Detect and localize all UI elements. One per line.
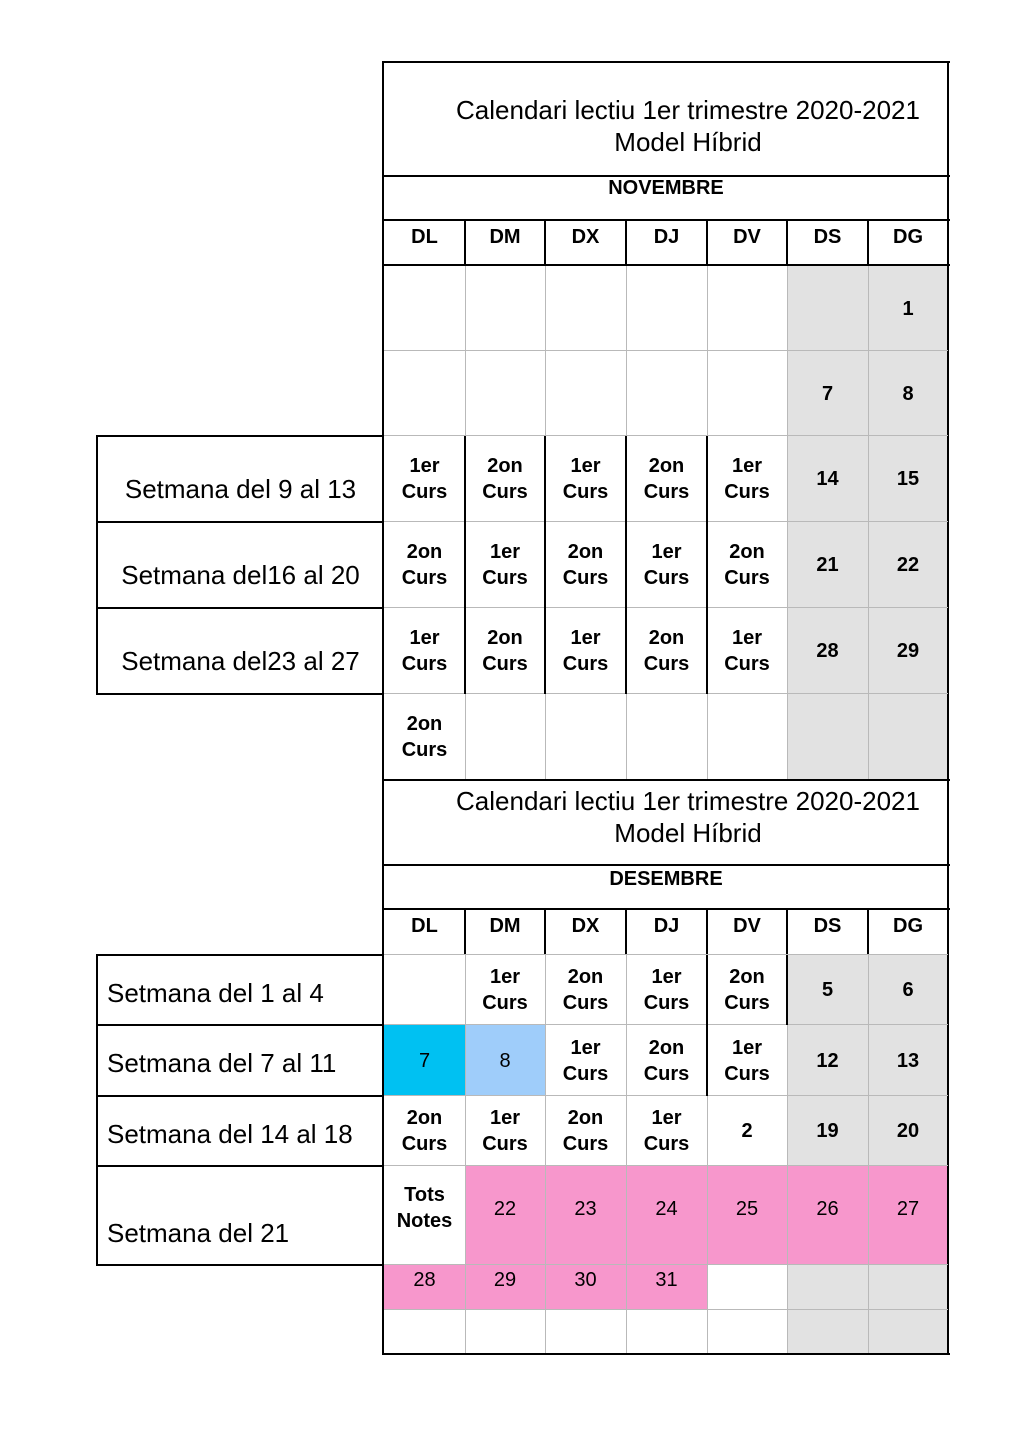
- day-cell: 2on Curs: [401, 713, 448, 761]
- day-cell: 14: [816, 468, 839, 490]
- day-header-dg: DG: [893, 915, 923, 937]
- grid-line: [382, 219, 950, 221]
- grid-line: [382, 61, 950, 63]
- grid-line: [544, 221, 546, 266]
- grid-line: [384, 350, 948, 351]
- grid-line: [382, 264, 950, 266]
- day-cell: 1er Curs: [401, 627, 448, 675]
- day-header-dv: DV: [733, 226, 761, 248]
- grid-line: [384, 1095, 948, 1096]
- grid-line: [868, 266, 869, 780]
- day-cell: 1er Curs: [724, 455, 770, 503]
- day-header-dj: DJ: [653, 915, 680, 937]
- day-cell: 2on Curs: [562, 541, 609, 589]
- grid-line: [96, 607, 384, 609]
- day-cell: 2on Curs: [401, 1107, 448, 1155]
- november-title: [384, 94, 948, 158]
- day-cell: 2on Curs: [724, 541, 770, 589]
- day-cell: 15: [896, 468, 920, 490]
- grid-line: [706, 910, 708, 955]
- grid-line: [706, 221, 708, 266]
- day-cell: 6: [902, 979, 914, 1001]
- day-cell: 2: [741, 1120, 753, 1142]
- grid-line: [545, 955, 546, 1353]
- grid-line: [382, 908, 950, 910]
- grid-line: [96, 435, 384, 437]
- day-cell: 27: [896, 1197, 920, 1220]
- day-cell: 19: [816, 1120, 839, 1142]
- day-cell: 1er Curs: [482, 1107, 528, 1155]
- day-cell: 24: [655, 1197, 678, 1220]
- grid-line: [382, 175, 950, 177]
- day-cell: 1er Curs: [562, 455, 609, 503]
- day-cell: 22: [896, 554, 920, 576]
- grid-line: [464, 436, 466, 694]
- grid-line: [464, 910, 466, 955]
- grid-line: [626, 955, 627, 1353]
- day-cell: 1er Curs: [482, 966, 528, 1014]
- day-cell: 2on Curs: [562, 1107, 609, 1155]
- day-cell: 1: [902, 297, 914, 320]
- week-label: Setmana del23 al 27: [121, 646, 360, 676]
- day-cell: 8: [499, 1049, 511, 1072]
- day-cell: 1er Curs: [401, 455, 448, 503]
- title-line1: Calendari lectiu 1er trimestre 2020-2021: [456, 95, 920, 125]
- day-header-dl: DL: [411, 226, 438, 248]
- grid-line: [625, 910, 627, 955]
- grid-line: [96, 1165, 384, 1167]
- day-cell: 2on Curs: [401, 541, 448, 589]
- day-cell: Tots Notes: [396, 1184, 453, 1232]
- grid-line: [384, 521, 948, 522]
- day-cell: 20: [896, 1120, 920, 1142]
- day-cell: 1er Curs: [643, 966, 690, 1014]
- grid-line: [96, 521, 384, 523]
- day-header-ds: DS: [813, 226, 842, 248]
- grid-line: [867, 910, 869, 955]
- grid-line: [867, 221, 869, 266]
- grid-line: [96, 954, 98, 1266]
- grid-line: [706, 955, 708, 1096]
- day-cell: 5: [821, 979, 834, 1001]
- day-header-ds: DS: [813, 915, 842, 937]
- grid-line: [384, 1024, 948, 1025]
- grid-line: [384, 693, 948, 694]
- grid-line: [706, 436, 708, 694]
- day-cell: 12: [816, 1049, 839, 1072]
- week-label: Setmana del 21: [107, 1218, 290, 1248]
- day-cell: 2on Curs: [724, 966, 770, 1014]
- day-cell: 7: [418, 1049, 431, 1072]
- day-cell: 2on Curs: [482, 627, 528, 675]
- grid-line: [382, 864, 950, 866]
- month-name: NOVEMBRE: [608, 177, 724, 199]
- day-header-dm: DM: [489, 915, 521, 937]
- title-line2: Model Híbrid: [614, 127, 762, 157]
- day-cell: 1er Curs: [643, 1107, 690, 1155]
- day-header-dv: DV: [733, 915, 761, 937]
- grid-line: [787, 266, 788, 780]
- grid-line: [465, 955, 466, 1353]
- grid-line: [384, 1309, 948, 1310]
- week-label: Setmana del 7 al 11: [107, 1048, 337, 1078]
- day-cell: 29: [896, 640, 920, 662]
- day-header-dx: DX: [571, 915, 600, 937]
- day-cell: 2on Curs: [643, 455, 690, 503]
- title-line1: Calendari lectiu 1er trimestre 2020-2021: [456, 786, 920, 816]
- week-label: Setmana del 14 al 18: [107, 1118, 353, 1149]
- day-cell: 8: [902, 382, 914, 405]
- grid-line: [625, 221, 627, 266]
- grid-line: [96, 1024, 384, 1026]
- day-cell: 30: [574, 1269, 597, 1291]
- grid-line: [786, 910, 788, 955]
- grid-line: [868, 955, 869, 1353]
- grid-line: [384, 435, 948, 436]
- day-header-dg: DG: [893, 226, 923, 248]
- day-cell: 2on Curs: [562, 966, 609, 1014]
- day-cell: 23: [574, 1197, 597, 1220]
- week-label: Setmana del 9 al 13: [124, 474, 357, 504]
- week-label: Setmana del16 al 20: [121, 560, 360, 590]
- grid-line: [786, 955, 788, 1025]
- day-cell: 1er Curs: [562, 627, 609, 675]
- grid-line: [625, 436, 627, 694]
- grid-line: [384, 954, 948, 955]
- day-cell: 7: [821, 382, 834, 405]
- grid-line: [382, 779, 950, 781]
- grid-line: [96, 954, 384, 956]
- day-cell: 22: [493, 1197, 517, 1220]
- day-header-dx: DX: [571, 226, 600, 248]
- day-cell: 2on Curs: [482, 455, 528, 503]
- week-label: Setmana del 1 al 4: [107, 977, 324, 1008]
- december-title: [384, 785, 948, 849]
- day-cell: 25: [735, 1197, 759, 1220]
- grid-line: [544, 436, 546, 694]
- day-cell: 1er Curs: [562, 1036, 609, 1085]
- grid-line: [544, 910, 546, 955]
- day-cell: 31: [655, 1269, 678, 1291]
- day-cell: 13: [896, 1049, 920, 1072]
- grid-line: [384, 607, 948, 608]
- grid-line: [384, 1165, 948, 1166]
- day-header-dm: DM: [489, 226, 521, 248]
- day-cell: 21: [816, 554, 839, 576]
- day-cell: 1er Curs: [724, 1036, 770, 1085]
- day-cell: 29: [493, 1269, 517, 1291]
- grid-line: [382, 1353, 950, 1355]
- day-cell: 1er Curs: [643, 541, 690, 589]
- day-header-dj: DJ: [653, 226, 680, 248]
- day-cell: 28: [816, 640, 839, 662]
- grid-line: [96, 1264, 384, 1266]
- grid-line: [96, 435, 98, 695]
- title-line2: Model Híbrid: [614, 818, 762, 848]
- grid-line: [464, 221, 466, 266]
- grid-line: [96, 693, 384, 695]
- grid-line: [947, 61, 949, 1355]
- grid-line: [786, 221, 788, 266]
- day-cell: 1er Curs: [482, 541, 528, 589]
- day-cell: 1er Curs: [724, 627, 770, 675]
- day-cell: 2on Curs: [643, 627, 690, 675]
- day-header-dl: DL: [411, 915, 438, 937]
- day-cell: 26: [816, 1197, 839, 1220]
- day-cell: 2on Curs: [643, 1036, 690, 1085]
- grid-line: [384, 1264, 948, 1265]
- day-cell: 28: [413, 1269, 436, 1291]
- grid-line: [382, 61, 384, 782]
- grid-line: [96, 1095, 384, 1097]
- month-name: DESEMBRE: [609, 868, 723, 890]
